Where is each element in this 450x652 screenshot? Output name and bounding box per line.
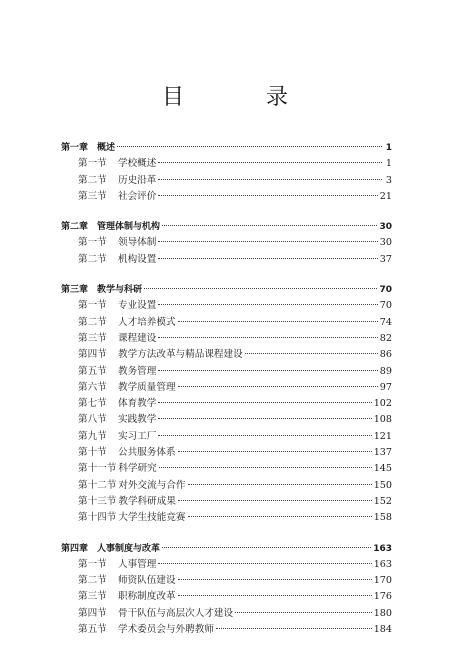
toc-chapter xyxy=(61,541,392,639)
section-title: 实践教学 xyxy=(118,414,157,426)
toc-section-row[interactable] xyxy=(61,606,392,622)
page-number: 163 xyxy=(373,558,392,570)
page-number: 82 xyxy=(379,332,392,344)
table-of-contents xyxy=(61,140,392,652)
section-title: 课程建设 xyxy=(118,332,157,344)
page-number: 70 xyxy=(379,300,392,312)
section-title: 教学科研成果 xyxy=(118,495,176,507)
section-label xyxy=(78,173,156,189)
dot-leader xyxy=(158,258,377,259)
section-label xyxy=(78,189,156,205)
toc-chapter-row[interactable] xyxy=(61,541,392,557)
chapter-label xyxy=(61,140,115,156)
toc-chapter xyxy=(61,282,392,526)
dot-leader xyxy=(178,500,372,501)
toc-section-row[interactable] xyxy=(61,156,392,172)
dot-leader xyxy=(158,162,382,163)
section-number: 第十二节 xyxy=(78,479,117,491)
toc-chapter-row[interactable] xyxy=(61,219,392,235)
section-title: 领导体制 xyxy=(118,237,157,249)
section-label xyxy=(78,347,243,363)
section-number: 第四节 xyxy=(78,607,107,619)
section-label xyxy=(78,396,156,412)
section-label xyxy=(78,331,156,347)
toc-section-row[interactable] xyxy=(61,494,392,510)
section-number: 第九节 xyxy=(78,430,107,442)
section-title: 社会评价 xyxy=(118,190,157,202)
page-number: 152 xyxy=(373,495,392,507)
toc-section-row[interactable] xyxy=(61,412,392,428)
chapter-label xyxy=(61,282,142,298)
dot-leader xyxy=(178,451,372,452)
section-label xyxy=(78,252,156,268)
page-number: 137 xyxy=(373,447,392,459)
section-title: 教务管理 xyxy=(118,365,157,377)
toc-section-row[interactable] xyxy=(61,461,392,477)
page-number: 89 xyxy=(379,365,392,377)
page-number: 158 xyxy=(373,512,392,524)
toc-section-row[interactable] xyxy=(61,622,392,638)
chapter-number: 第四章 xyxy=(61,543,89,554)
section-title: 科学研究 xyxy=(118,463,157,475)
toc-chapter xyxy=(61,219,392,268)
section-title: 教学方法改革与精品课程建设 xyxy=(118,349,243,361)
section-number: 第三节 xyxy=(78,332,107,344)
toc-section-row[interactable] xyxy=(61,298,392,314)
dot-leader xyxy=(216,628,372,629)
section-title: 师资队伍建设 xyxy=(118,575,176,587)
toc-section-row[interactable] xyxy=(61,364,392,380)
chapter-number: 第三章 xyxy=(61,285,89,296)
section-label xyxy=(78,589,176,605)
toc-section-row[interactable] xyxy=(61,478,392,494)
page-number: 170 xyxy=(373,575,392,587)
toc-chapter xyxy=(61,140,392,205)
section-title: 大学生技能竞赛 xyxy=(118,512,186,524)
toc-section-row[interactable] xyxy=(61,252,392,268)
toc-section-row[interactable] xyxy=(61,315,392,331)
toc-section-row[interactable] xyxy=(61,589,392,605)
page-number: 1 xyxy=(385,158,392,170)
chapter-label xyxy=(61,219,160,235)
section-label xyxy=(78,315,176,331)
section-label xyxy=(78,478,186,494)
section-number: 第十四节 xyxy=(78,512,117,524)
section-number: 第一节 xyxy=(78,300,107,312)
dot-leader xyxy=(159,467,372,468)
section-title: 实习工厂 xyxy=(118,430,157,442)
dot-leader xyxy=(158,304,377,305)
toc-chapter-row[interactable] xyxy=(61,282,392,298)
section-title: 历史沿革 xyxy=(118,174,157,186)
section-label xyxy=(78,380,176,396)
section-number: 第五节 xyxy=(78,365,107,377)
page-number: 86 xyxy=(379,349,392,361)
dot-leader xyxy=(158,563,371,564)
section-title: 教学质量管理 xyxy=(118,381,176,393)
section-number: 第十三节 xyxy=(78,495,117,507)
page-number: 3 xyxy=(385,174,392,186)
page-number: 176 xyxy=(373,591,392,603)
dot-leader xyxy=(158,179,382,180)
toc-section-row[interactable] xyxy=(61,557,392,573)
page-number: 30 xyxy=(379,237,392,249)
section-label xyxy=(78,622,214,638)
toc-section-row[interactable] xyxy=(61,396,392,412)
dot-leader xyxy=(235,612,372,613)
section-number: 第一节 xyxy=(78,237,107,249)
dot-leader xyxy=(158,418,371,419)
page-number: 102 xyxy=(373,398,392,410)
section-number: 第二节 xyxy=(78,575,107,587)
section-title: 对外交流与合作 xyxy=(118,479,186,491)
page-number: 145 xyxy=(373,463,392,475)
section-label xyxy=(78,235,156,251)
dot-leader xyxy=(158,402,371,403)
section-label xyxy=(78,156,156,172)
section-label xyxy=(78,445,176,461)
toc-section-row[interactable] xyxy=(61,347,392,363)
page-number: 74 xyxy=(379,316,392,328)
section-number: 第十一节 xyxy=(78,463,117,475)
toc-section-row[interactable] xyxy=(61,331,392,347)
toc-section-row[interactable] xyxy=(61,235,392,251)
page-number: 121 xyxy=(373,430,392,442)
chapter-number: 第二章 xyxy=(61,222,89,233)
dot-leader xyxy=(245,353,378,354)
toc-section-row[interactable] xyxy=(61,573,392,589)
chapter-number: 第一章 xyxy=(61,143,89,153)
page-title: 目 录 xyxy=(161,85,318,110)
section-title: 骨干队伍与高层次人才建设 xyxy=(118,607,234,619)
section-number: 第一节 xyxy=(78,558,107,570)
section-number: 第八节 xyxy=(78,414,107,426)
toc-section-row[interactable] xyxy=(61,445,392,461)
toc-section-row[interactable] xyxy=(61,510,392,526)
dot-leader xyxy=(158,435,371,436)
section-label xyxy=(78,573,176,589)
section-label xyxy=(78,606,233,622)
dot-leader xyxy=(178,595,372,596)
chapter-title: 人事制度与改革 xyxy=(97,543,161,554)
section-label xyxy=(78,557,156,573)
section-number: 第三节 xyxy=(78,190,107,202)
section-title: 学校概述 xyxy=(118,158,157,170)
dot-leader xyxy=(188,484,372,485)
toc-chapter-row[interactable] xyxy=(61,140,392,156)
page-number: 37 xyxy=(379,253,392,265)
section-label xyxy=(78,494,176,510)
section-number: 第三节 xyxy=(78,591,107,603)
section-number: 第一节 xyxy=(78,158,107,170)
toc-section-row[interactable] xyxy=(61,380,392,396)
section-number: 第十节 xyxy=(78,447,107,459)
dot-leader xyxy=(158,241,377,242)
page-number: 150 xyxy=(373,479,392,491)
section-title: 体育教学 xyxy=(118,398,157,410)
chapter-label xyxy=(61,541,160,557)
dot-leader xyxy=(144,288,377,289)
page-number: 163 xyxy=(373,543,392,554)
page-number: 184 xyxy=(373,624,392,636)
dot-leader xyxy=(158,370,377,371)
section-number: 第二节 xyxy=(78,316,107,328)
section-label xyxy=(78,429,156,445)
section-label xyxy=(78,364,156,380)
section-label xyxy=(78,298,156,314)
dot-leader xyxy=(162,547,371,548)
section-number: 第四节 xyxy=(78,349,107,361)
section-number: 第五节 xyxy=(78,624,107,636)
page-number: 97 xyxy=(379,381,392,393)
chapter-title: 教学与科研 xyxy=(97,285,143,296)
chapter-title: 管理体制与机构 xyxy=(97,222,161,233)
page-number: 30 xyxy=(379,222,392,233)
section-label xyxy=(78,412,156,428)
dot-leader xyxy=(162,225,377,226)
chapter-title: 概述 xyxy=(97,143,116,153)
section-label xyxy=(78,510,186,526)
toc-section-row[interactable] xyxy=(61,173,392,189)
section-number: 第六节 xyxy=(78,381,107,393)
section-title: 公共服务体系 xyxy=(118,447,176,459)
page-number: 180 xyxy=(373,607,392,619)
page-number: 108 xyxy=(373,414,392,426)
dot-leader xyxy=(158,337,377,338)
section-number: 第二节 xyxy=(78,253,107,265)
dot-leader xyxy=(178,386,378,387)
dot-leader xyxy=(178,321,378,322)
dot-leader xyxy=(117,146,382,147)
section-label xyxy=(78,461,157,477)
page-number: 21 xyxy=(379,190,392,202)
section-number: 第七节 xyxy=(78,398,107,410)
section-title: 机构设置 xyxy=(118,253,157,265)
dot-leader xyxy=(158,195,377,196)
section-title: 人事管理 xyxy=(118,558,157,570)
dot-leader xyxy=(178,579,372,580)
page-number: 1 xyxy=(385,143,392,153)
section-title: 学术委员会与外聘教师 xyxy=(118,624,214,636)
section-title: 职称制度改革 xyxy=(118,591,176,603)
toc-section-row[interactable] xyxy=(61,189,392,205)
section-title: 专业设置 xyxy=(118,300,157,312)
dot-leader xyxy=(188,516,372,517)
page-number: 70 xyxy=(379,285,392,296)
section-title: 人才培养模式 xyxy=(118,316,176,328)
toc-section-row[interactable] xyxy=(61,429,392,445)
section-number: 第二节 xyxy=(78,174,107,186)
